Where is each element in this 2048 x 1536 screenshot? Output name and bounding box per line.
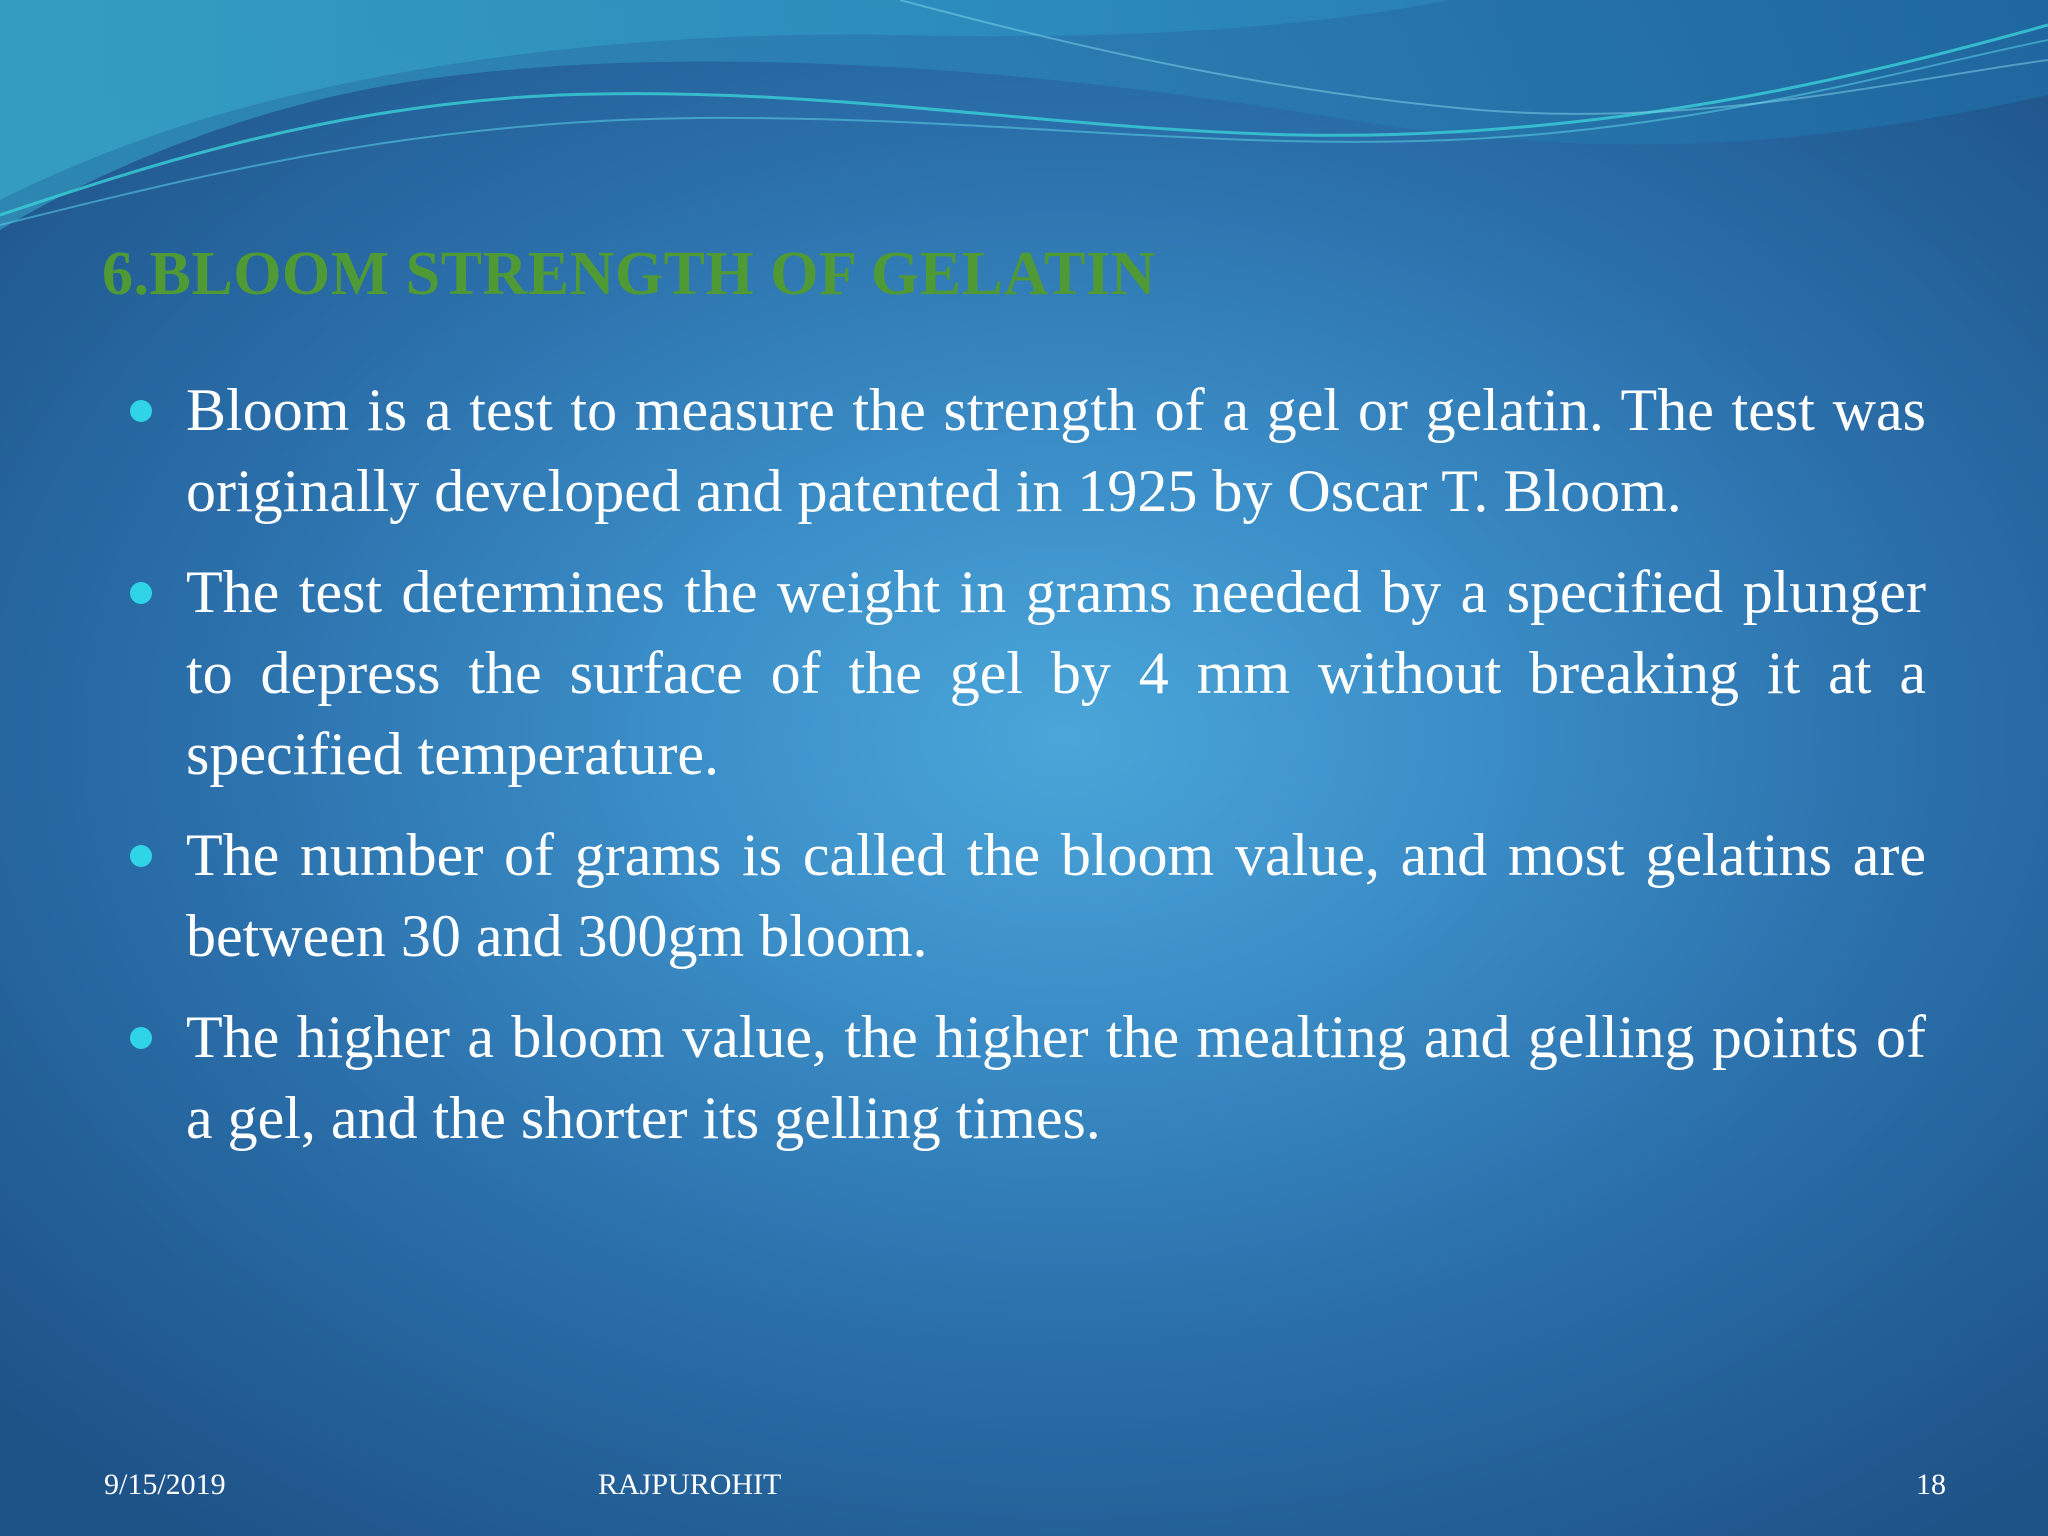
bullet-text: The test determines the weight in grams needed by a specified plunger to depress the surface of the gel by 4 mm without breaking it at a specified temperature.: [186, 559, 1926, 787]
slide-title: 6.BLOOM STRENGTH OF GELATIN: [102, 240, 1156, 308]
bullet-text: The higher a bloom value, the higher the mealting and gelling points of a gel, and the shorter its gelling times.: [186, 1004, 1926, 1151]
bullet-list: [124, 370, 1926, 1179]
bullet-dot-icon: [130, 1027, 152, 1049]
bullet-dot-icon: [130, 400, 152, 422]
bullet-item: [124, 815, 1926, 977]
bullet-item: [124, 997, 1926, 1159]
bullet-item: [124, 370, 1926, 532]
bullet-text: The number of grams is called the bloom value, and most gelatins are between 30 and 300gm bloom.: [186, 822, 1926, 969]
footer-date: 9/15/2019: [104, 1468, 226, 1501]
bullet-dot-icon: [130, 845, 152, 867]
footer-author: RAJPUROHIT: [598, 1468, 782, 1501]
footer-page-number: 18: [1916, 1468, 1946, 1501]
bullet-dot-icon: [130, 582, 152, 604]
bullet-text: Bloom is a test to measure the strength of a gel or gelatin. The test was originally developed and patented in 1925 by Oscar T. Bloom.: [186, 377, 1926, 524]
header-wave-decoration: [0, 0, 2048, 260]
bullet-item: [124, 552, 1926, 795]
